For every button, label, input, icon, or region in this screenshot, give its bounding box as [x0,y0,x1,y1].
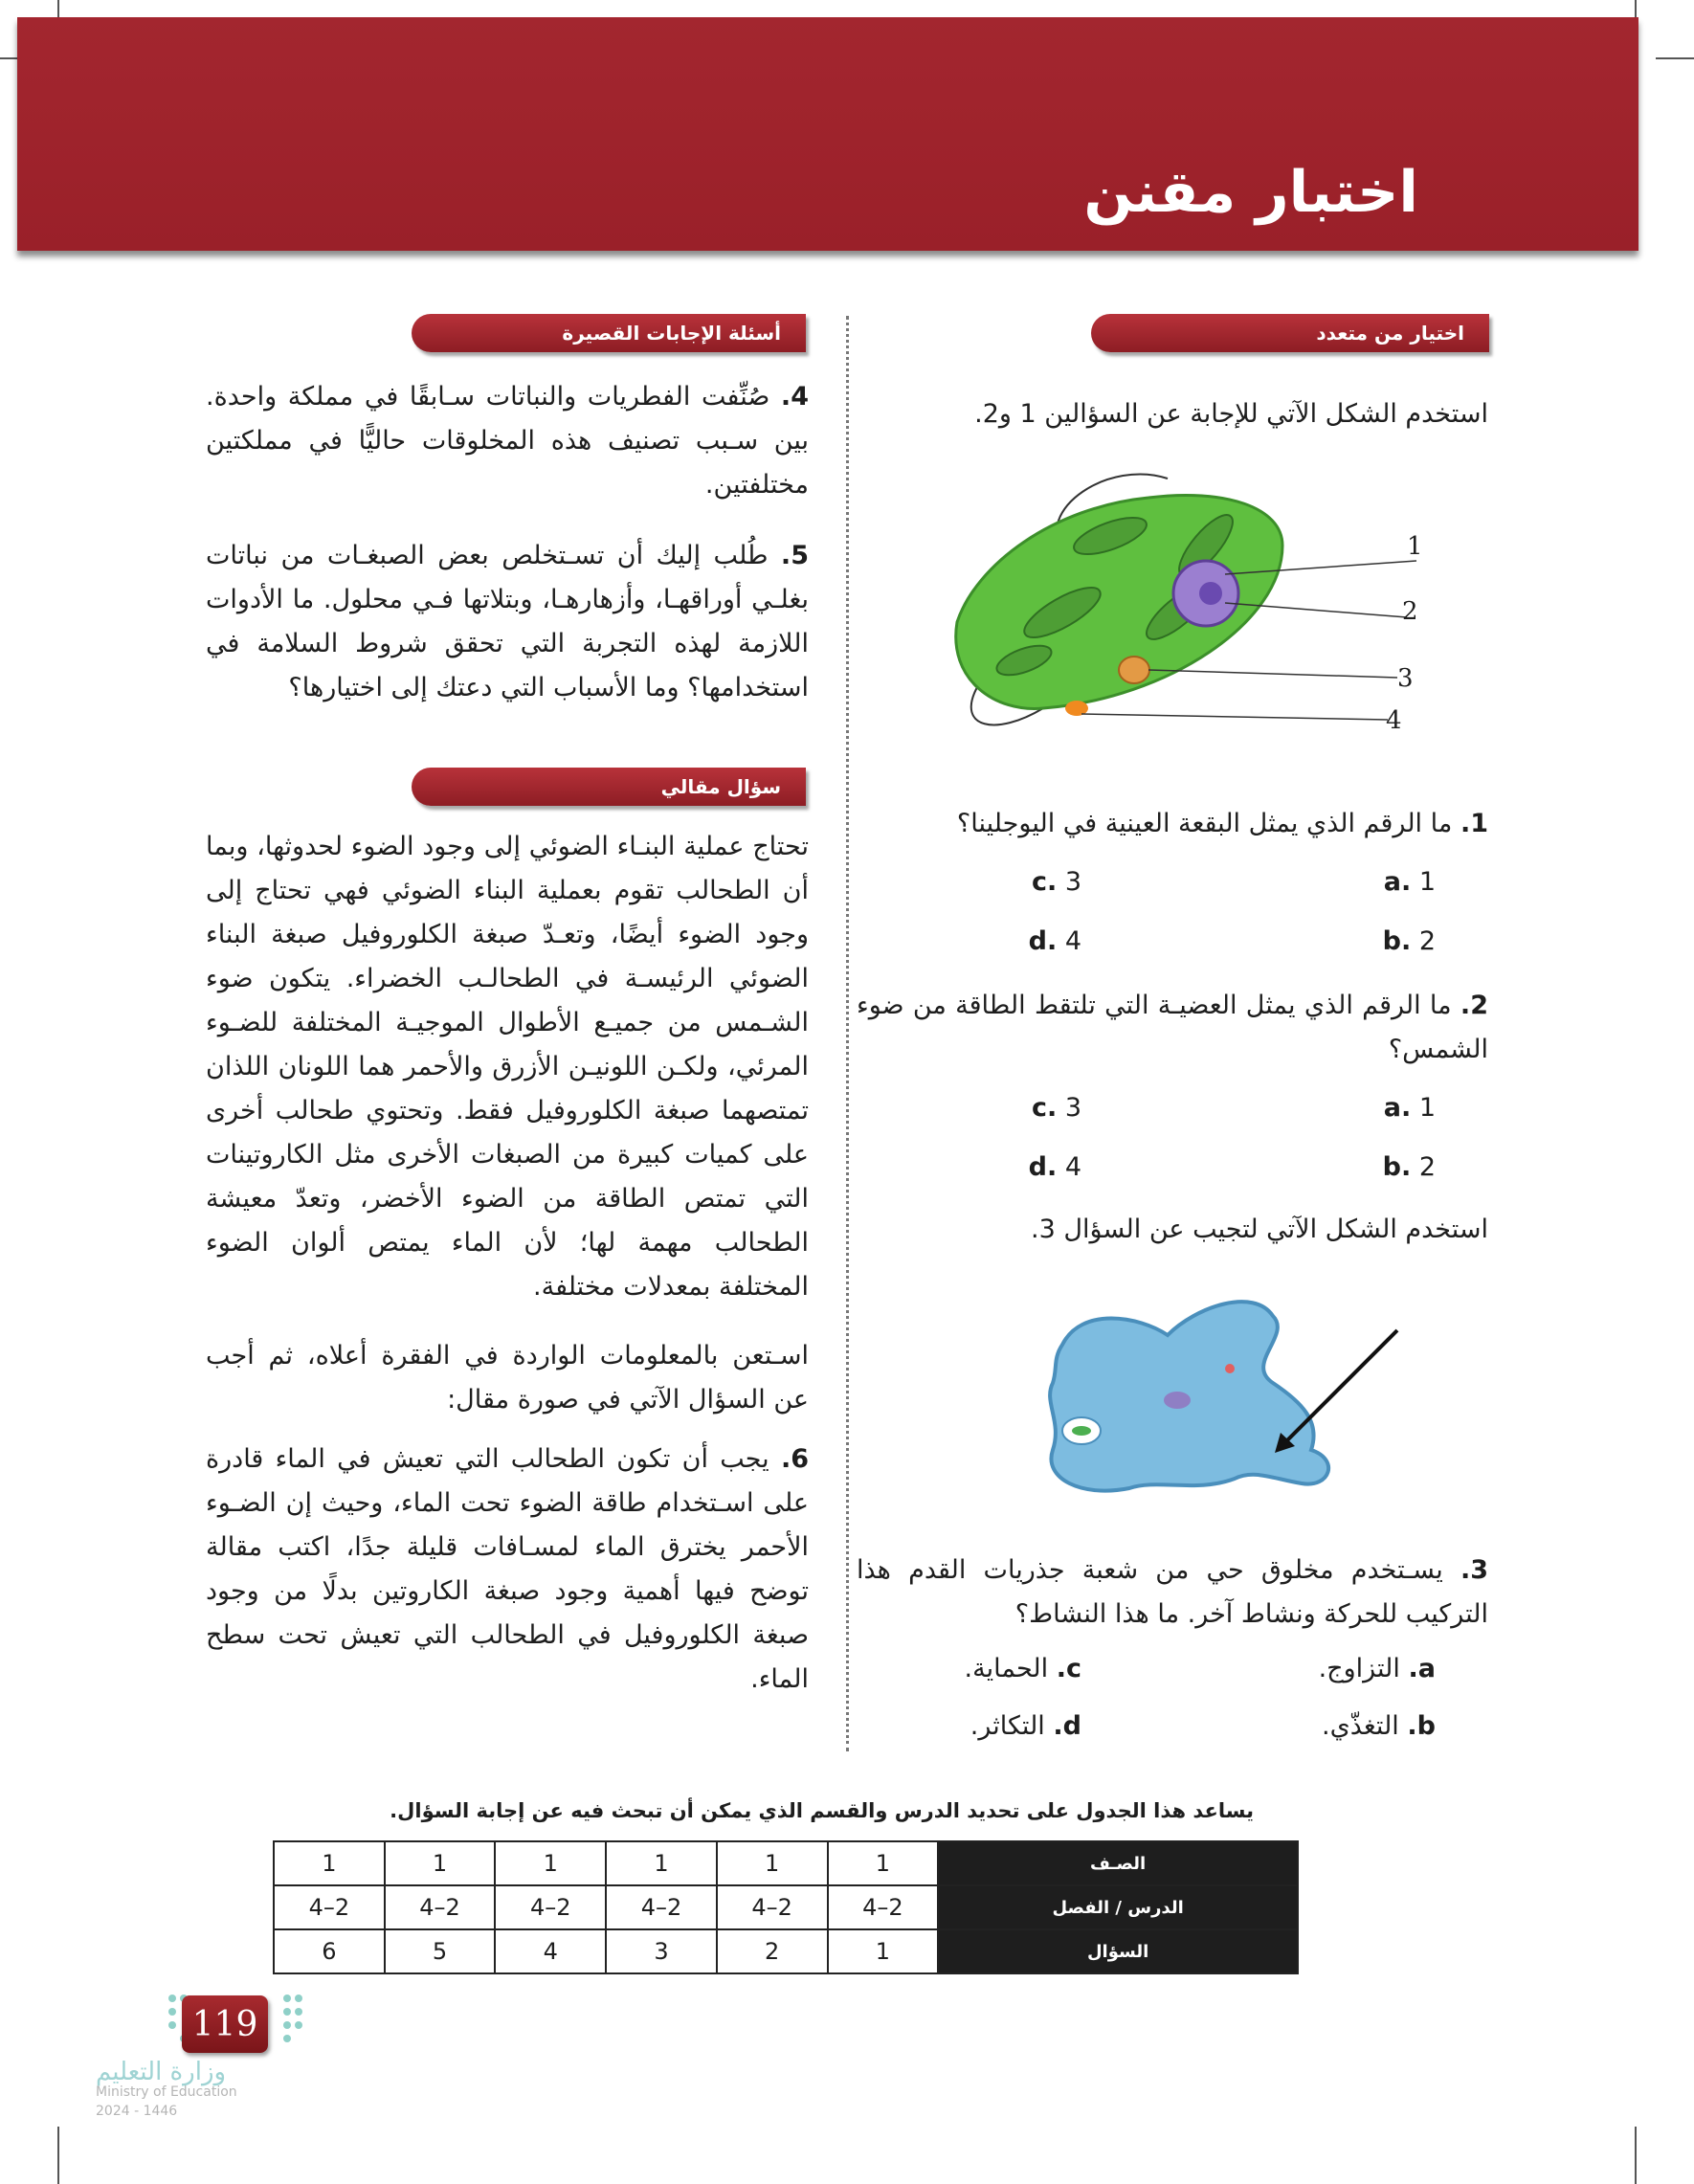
table-cell: 1 [495,1841,606,1885]
table-cell: 1 [828,1929,939,1973]
table-cell: 1 [828,1841,939,1885]
figure-label-3: 3 [1397,664,1414,693]
option-b[interactable]: b. التغذّي. [1322,1711,1436,1741]
ministry-name-ar: وزارة التعليم [96,2058,227,2086]
question-number: 3. [1460,1555,1488,1585]
label-line [1148,670,1397,678]
question-text: يسـتخدم مخلوق حي من شعبة جذريات القدم هذا التركيب للحركة ونشاط آخر. ما هذا النشاط؟ [857,1555,1488,1629]
page-title: اختبار مقنن [1083,159,1418,226]
section-essay: سؤال مقالي [412,768,806,806]
question-6 [206,1437,809,1702]
table-cell: 6 [274,1929,385,1973]
table-cell: 4–2 [717,1885,828,1929]
euglena-figure [938,469,1436,756]
row-header-grade: الصـف [938,1841,1298,1885]
table-cell: 4–2 [828,1885,939,1929]
question-text: صُنِّفت الفطريات والنباتات سـابقًا في مملكة واحدة. بين سـبب تصنيف هذه المخلوقات حاليًّا في مملكتين مختلفتين. [206,382,809,500]
mc-intro-1: استخدم الشكل الآتي للإجابة عن السؤالين 1 و2. [974,399,1488,429]
question-3 [857,1549,1488,1637]
vacuole [1225,1364,1235,1373]
figure-label-4: 4 [1386,706,1402,735]
nucleolus [1199,582,1222,605]
table-row [274,1841,1298,1885]
question-2 [857,984,1488,1072]
question-text: يجب أن تكون الطحالب التي تعيش في الماء قادرة على اسـتخدام طاقة الضوء تحت الماء، وحيث إن الضـوء الأحمر يخترق الماء لمسـافات قليلة جدًا، اكتب مقالة توضح فيها أهمية وجود صبغة الكاروتين بدلًا من وجود صبغة الكلوروفيل في الطحالب التي تعيش تحت سطح الماء. [206,1444,809,1694]
crop-mark [57,2127,59,2184]
option-a[interactable]: a. 1 [1383,867,1436,897]
table-cell: 4–2 [274,1885,385,1929]
option-a[interactable]: a. 1 [1383,1093,1436,1123]
food-particle [1072,1426,1091,1436]
question-text: ما الرقم الذي يمثل البقعة العينية في اليوجلينا؟ [956,809,1453,838]
question-number: 4. [780,382,809,412]
question-number: 2. [1460,991,1488,1020]
row-header-question: السؤال [938,1929,1298,1973]
option-b[interactable]: b. 2 [1382,926,1436,956]
label-line [1081,714,1388,720]
option-c[interactable]: c. 3 [1031,1093,1081,1123]
reference-table [273,1840,1299,1974]
option-a[interactable]: a. التزاوج. [1318,1654,1436,1683]
section-multiple-choice: اختيار من متعدد [1091,314,1489,352]
header-banner [17,17,1638,251]
table-cell: 1 [606,1841,717,1885]
table-cell: 1 [717,1841,828,1885]
table-caption: يساعد هذا الجدول على تحديد الدرس والقسم الذي يمكن أن تبحث فيه عن إجابة السؤال. [390,1799,1254,1822]
option-c[interactable]: c. 3 [1031,867,1081,897]
table-cell: 1 [385,1841,496,1885]
option-c[interactable]: c. الحماية. [964,1654,1081,1683]
option-d[interactable]: d. 4 [1028,1152,1081,1182]
contractile-vacuole [1119,657,1149,683]
amoeba-figure [1024,1287,1407,1507]
table-cell: 4 [495,1929,606,1973]
crop-mark [1635,2127,1637,2184]
row-header-lesson: الدرس / الفصل [938,1885,1298,1929]
table-cell: 5 [385,1929,496,1973]
essay-paragraph: تحتاج عملية البنـاء الضوئي إلى وجود الضوء لحدوثها، وبما أن الطحالب تقوم بعملية البناء الضوئي فهي تحتاج إلى وجود الضوء أيضًا، وتعـدّ صبغة الكلوروفيل صبغة البناء الضوئي الرئيسـة في الطحالـب الخضراء. يتكون ضوء الشـمس من جميـع الأطوال الموجيـة المختلفة للضـوء المرئي، ولكـن اللونيـن الأزرق والأحمر هما اللونان اللذان تمتصهما صبغة الكلوروفيل فقط. وتحتوي طحالب أخرى على كميات كبيرة من الصبغات الأخرى مثل الكاروتينات التي تمتص الطاقة من الضوء الأخضر، وتعدّ معيشة الطحالب مهمة لها؛ لأن الماء يمتص ألوان الضوء المختلفة بمعدلات مختلفة. [206,832,809,1302]
crop-mark [1656,57,1694,59]
essay-instruction: اسـتعن بالمعلومات الواردة في الفقرة أعلاه، ثم أجب عن السؤال الآتي في صورة مقال: [206,1341,809,1415]
question-number: 6. [780,1444,809,1474]
question-4 [206,375,809,507]
pointer-arrow [1282,1330,1397,1445]
table-row [274,1885,1298,1929]
option-d[interactable]: d. 4 [1028,926,1081,956]
figure-label-1: 1 [1407,532,1423,561]
table-row [274,1929,1298,1973]
table-cell: 4–2 [385,1885,496,1929]
table-cell: 2 [717,1929,828,1973]
column-divider [846,316,849,1751]
table-cell: 3 [606,1929,717,1973]
question-number: 1. [1460,809,1488,838]
nucleus [1164,1392,1191,1409]
figure-label-2: 2 [1402,597,1418,626]
question-1 [818,802,1488,846]
question-5 [206,534,809,710]
option-d[interactable]: d. التكاثر. [970,1711,1081,1741]
question-text: ما الرقم الذي يمثل العضيـة التي تلتقط الطاقة من ضوء الشمس؟ [857,991,1488,1064]
page-number: 119 [182,1995,268,2053]
ministry-name-en: Ministry of Education [96,2084,237,2100]
table-cell: 1 [274,1841,385,1885]
table-cell: 4–2 [606,1885,717,1929]
question-text: طُلب إليك أن تسـتخلص بعض الصبغـات من نباتات بغلـي أوراقهـا، وأزهارهـا، وبتلاتها فـي محلول. ما الأدوات اللازمة لهذه التجربة التي تحقق شروط السلامة في استخدامها؟ وما الأسباب التي دعتك إلى اختيارها؟ [206,541,809,702]
edition-year: 2024 - 1446 [96,2104,178,2119]
amoeba-body [1050,1302,1328,1490]
section-short-answer: أسئلة الإجابات القصيرة [412,314,806,352]
question-number: 5. [780,541,809,570]
option-b[interactable]: b. 2 [1382,1152,1436,1182]
table-cell: 4–2 [495,1885,606,1929]
mc-intro-2: استخدم الشكل الآتي لتجيب عن السؤال 3. [1031,1215,1488,1244]
